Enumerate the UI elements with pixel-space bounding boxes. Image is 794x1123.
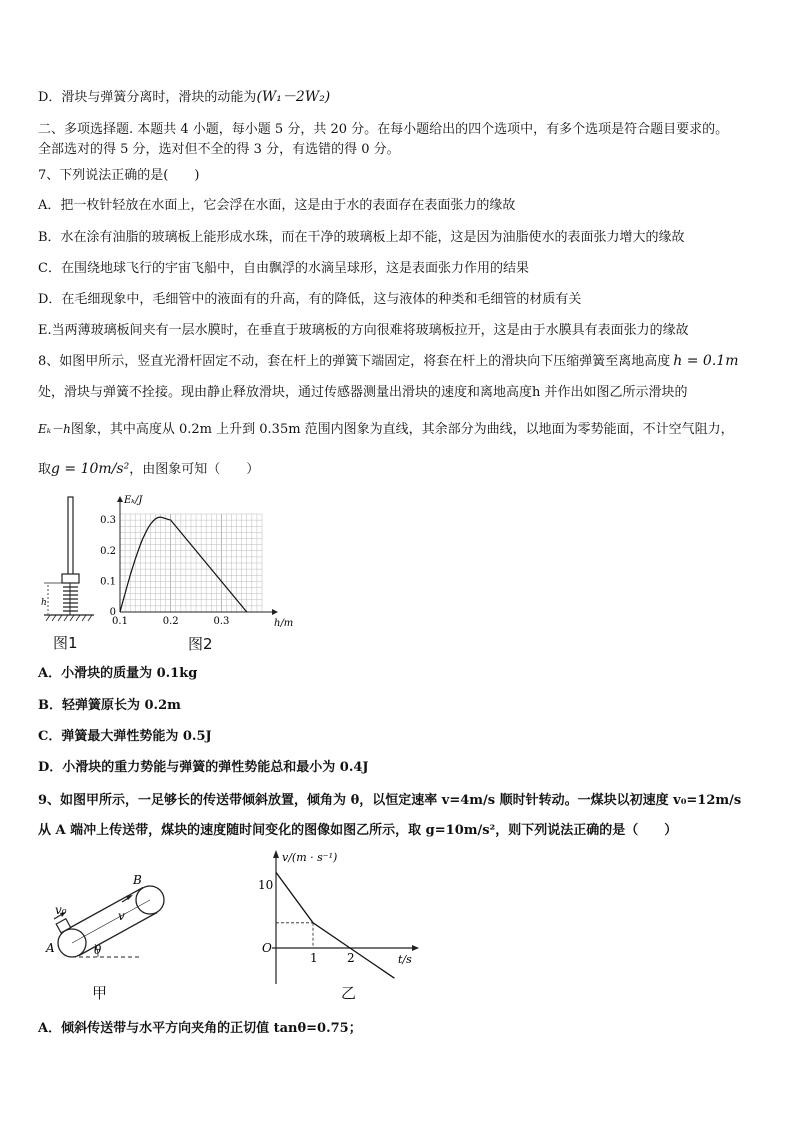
figure-yi-caption: 乙 — [341, 984, 357, 1002]
q8-option-b: B．轻弹簧原长为 0.2m — [38, 698, 181, 713]
figure-yi-t-tick-1: 1 — [310, 951, 318, 965]
q9-line2: 从 A 端冲上传送带，煤块的速度随时间变化的图像如图乙所示，取 g=10m/s²，则下列说法正确的是（ ） — [38, 823, 678, 838]
section2-line1: 二、多项选择题. 本题共 4 小题，每小题 5 分，共 20 分。在每小题给出的四个选项中，有多个选项是符合题目要求的。 — [38, 122, 729, 137]
figure-yi-origin: O — [262, 941, 272, 955]
figure2-x-tick: 0.1 — [112, 616, 128, 627]
figure2-y-tick: 0.2 — [100, 545, 116, 557]
figure-yi-labels — [258, 851, 412, 966]
figure-yi-guides — [276, 923, 313, 948]
figure-yi-v-arrow — [273, 850, 279, 858]
q8-option-a: A．小滑块的质量为 0.1kg — [38, 666, 198, 681]
q8-line1-math: h = 0.1m — [673, 353, 739, 369]
q8-line3 — [38, 420, 734, 439]
figure2-curve — [120, 517, 247, 612]
figure2-y-label: Eₖ/J — [124, 495, 143, 506]
figure2-ek-curve — [120, 517, 247, 612]
figure2-y-arrow — [117, 496, 123, 502]
q8-line4-pre: 取 — [38, 462, 52, 477]
q7-option-c: C．在围绕地球飞行的宇宙飞船中，自由飘浮的水滴呈球形，这是表面张力作用的结果 — [38, 261, 529, 276]
q8-line2: 处，滑块与弹簧不拴接。现由静止释放滑块，通过传感器测量出滑块的速度和离地高度h 并作出如图乙所示滑块的 — [38, 385, 688, 400]
q7-option-d: D．在毛细现象中，毛细管中的液面有的升高，有的降低，这与液体的种类和毛细管的材质有关 — [38, 292, 582, 307]
q7-option-e: E.当两薄玻璃板间夹有一层水膜时，在垂直于玻璃板的方向很难将玻璃板拉开，这是由于水膜具有表面张力的缘故 — [38, 323, 689, 338]
q6-option-d-text: D．滑块与弹簧分离时，滑块的动能为 — [38, 90, 257, 105]
figure-yi-t-label: t/s — [398, 953, 412, 966]
figure1-caption: 图1 — [53, 634, 78, 652]
figure-yi-t-arrow — [412, 945, 419, 951]
q9-line1: 9、如图甲所示，一足够长的传送带倾斜放置，倾角为 θ，以恒定速率 v=4m/s 顺时针转动。一煤块以初速度 v₀=12m/s — [38, 793, 742, 808]
figure-jia-a-label: A — [46, 941, 55, 955]
figure2-x-tick: 0.3 — [213, 616, 230, 627]
figure2-y-tick: 0 — [109, 607, 116, 618]
figure-yi-line — [276, 872, 394, 978]
q8-line3-text: 图象，其中高度从 0.2m 上升到 0.35m 范围内图象为直线，其余部分为曲线，以地面为零势能面，不计空气阻力， — [70, 422, 734, 437]
figure-yi-vt-chart — [250, 846, 420, 988]
figure2-grid — [120, 514, 262, 612]
figure-yi-axes — [272, 850, 419, 984]
q8-option-c: C．弹簧最大弹性势能为 0.5J — [38, 729, 212, 744]
q7-option-b: B．水在涂有油脂的玻璃板上能形成水珠，而在干净的玻璃板上却不能，这是因为油脂使水的表面张力增大的缘故 — [38, 230, 685, 245]
q8-option-d: D．小滑块的重力势能与弹簧的弹性势能总和最小为 0.4J — [38, 760, 369, 775]
figure-jia-theta-label: θ — [94, 943, 102, 957]
q8-line4 — [38, 460, 259, 479]
q8-line1-text: 8、如图甲所示，竖直光滑杆固定不动，套在杆上的弹簧下端固定，将套在杆上的滑块向下压缩弹簧至离地高度 — [38, 354, 671, 369]
q8-line3-math: Eₖ－h — [38, 422, 71, 436]
q6-option-d-formula: (W₁－2W₂) — [256, 89, 331, 105]
q7-stem: 7、下列说法正确的是( ) — [38, 168, 200, 183]
figure2-caption: 图2 — [188, 635, 213, 653]
figure2-x-tick: 0.2 — [162, 616, 179, 627]
figure2-x-arrow — [272, 609, 278, 615]
figure2-ek-h-chart — [96, 492, 306, 637]
figure1-spring-rod — [38, 495, 98, 625]
figure-yi-velocity-line — [276, 872, 394, 978]
q9-option-a: A．倾斜传送带与水平方向夹角的正切值 tanθ=0.75； — [38, 1021, 362, 1036]
figure-yi-v-tick-10: 10 — [258, 878, 274, 892]
q8-line4-post: ，由图象可知（ ） — [129, 462, 260, 477]
figure2-y-tick: 0.3 — [100, 515, 116, 527]
figure1-h-label: h — [41, 598, 47, 608]
section2-line2: 全部选对的得 5 分，选对但不全的得 3 分，有选错的得 0 分。 — [38, 142, 400, 157]
figure-jia-b-label: B — [133, 873, 142, 887]
q7-option-a: A．把一枚针轻放在水面上，它会浮在水面，这是由于水的表面存在表面张力的缘故 — [38, 198, 516, 213]
figure2-y-tick: 0.1 — [100, 576, 116, 588]
q8-line1 — [38, 352, 738, 371]
figure-jia-conveyor — [40, 862, 180, 967]
figure-jia-v-label: v — [118, 909, 125, 923]
q8-line4-math: g = 10m/s² — [51, 461, 130, 477]
figure-jia-v0-label: v₀ — [55, 903, 67, 917]
figure2-x-label: h/m — [274, 618, 294, 629]
figure2-labels — [100, 495, 293, 629]
figure-yi-v-label: v/(m · s⁻¹) — [282, 851, 338, 864]
figure-jia-caption: 甲 — [92, 984, 108, 1002]
figure-yi-t-tick-2: 2 — [347, 951, 355, 965]
q6-option-d — [38, 88, 330, 107]
